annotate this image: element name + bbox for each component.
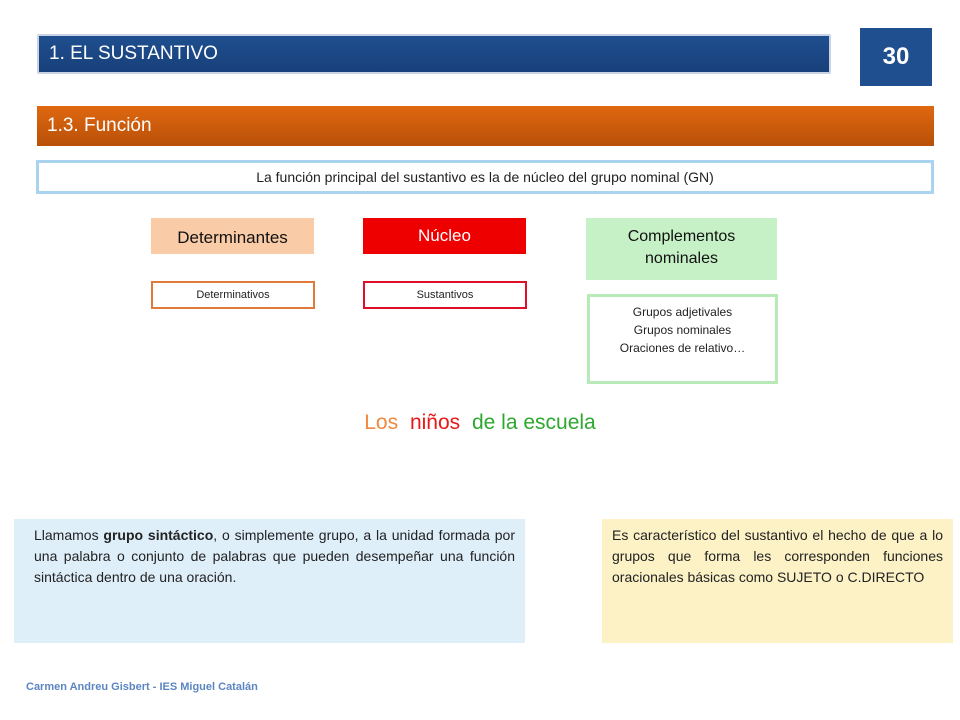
complementos-label-line1: Complementos [627, 228, 736, 245]
complementos-label-line2: nominales [645, 250, 718, 267]
determinativos-box: Determinativos [151, 281, 315, 309]
complementos-list-box [587, 294, 778, 384]
note-left-bold: grupo sintáctico [103, 527, 214, 543]
determinantes-box: Determinantes [151, 218, 314, 254]
section-title-bar [37, 106, 934, 146]
example-determinante: Los [364, 411, 399, 434]
slide-title: 1. EL SUSTANTIVO [49, 43, 218, 64]
note-left-text: Llamamos [34, 527, 104, 543]
complemento-item: Grupos adjetivales [632, 305, 733, 319]
slide-title-bar [37, 34, 831, 74]
complemento-item: Oraciones de relativo… [619, 341, 746, 355]
complemento-item: Grupos nominales [633, 323, 732, 337]
sustantivos-box: Sustantivos [363, 281, 527, 309]
sustantivo-note: Es característico del sustantivo el hecho de que a lo grupos que forma les corresponden funciones oracionales básicas como SUJETO o C.DIRECTO [602, 519, 953, 643]
section-title: 1.3. Función [47, 115, 152, 136]
example-nucleo: niños [409, 411, 461, 434]
example-complemento: de la escuela [471, 411, 596, 434]
grupo-sintactico-note [14, 519, 525, 643]
example-phrase [0, 408, 960, 438]
page-number: 30 [860, 28, 932, 86]
author-footer: Carmen Andreu Gisbert - IES Miguel Catalán [26, 681, 258, 693]
definition-box: La función principal del sustantivo es la de núcleo del grupo nominal (GN) [36, 160, 934, 194]
nucleo-box: Núcleo [363, 218, 526, 254]
note-left-text-end: , o simplemente grupo, a la unidad formada por una palabra o conjunto de palabras que pueden desempeñar una función sintáctica dentro de una oración. [34, 527, 515, 585]
complementos-box [586, 218, 777, 280]
